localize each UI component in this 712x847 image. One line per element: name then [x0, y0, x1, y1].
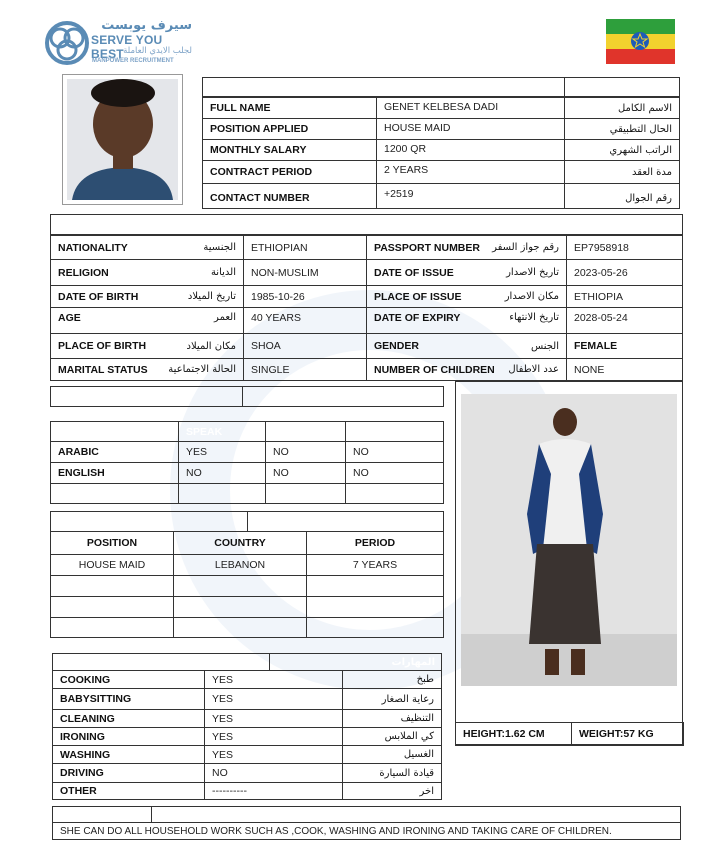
- date-of-expiry-label-en: DATE OF EXPIRY: [374, 312, 461, 324]
- skill-cooking-value: YES: [204, 670, 343, 689]
- position-applied-value: HOUSE MAID: [376, 118, 565, 140]
- monthly-salary-value: 1200 QR: [376, 139, 565, 161]
- portrait-photo: [67, 79, 178, 200]
- language-empty-cell: [50, 483, 179, 504]
- skill-cleaning-ar: التنظيف: [342, 709, 442, 728]
- skill-other-value: ----------: [204, 782, 343, 800]
- contract-period-label: CONTRACT PERIOD: [202, 160, 377, 184]
- gender-label-ar: الجنس: [530, 340, 559, 352]
- passport-number-label-en: PASSPORT NUMBER: [374, 241, 480, 254]
- work-position-column: POSITION: [50, 531, 174, 555]
- skill-cooking-ar: طبخ: [342, 670, 442, 689]
- place-of-birth-value: SHOA: [243, 333, 367, 359]
- full-name-label: FULL NAME: [202, 97, 377, 119]
- skill-washing-value: YES: [204, 745, 343, 764]
- number-of-children-value: NONE: [566, 358, 683, 381]
- skills-header: SKILLS: [52, 653, 270, 671]
- marital-status-value: SINGLE: [243, 358, 367, 381]
- education-level-value: [242, 386, 444, 407]
- language-literacy-header: LANGUAGE LITERACY: [50, 421, 179, 442]
- number-of-children-label: [366, 358, 567, 381]
- contact-number-value: +2519: [376, 183, 565, 209]
- date-of-issue-label-ar: تاريخ الاصدار: [506, 267, 559, 278]
- work-experience-header: WORK EXPERIENCE: [50, 511, 248, 532]
- arabic-write: NO: [345, 441, 444, 463]
- place-of-birth-label: [50, 333, 244, 359]
- date-of-expiry-label-ar: تاريخ الانتهاء: [509, 312, 559, 323]
- skill-cleaning-label: CLEANING: [52, 709, 205, 728]
- skill-washing-label: WASHING: [52, 745, 205, 764]
- date-of-birth-value: 1985-10-26: [243, 285, 367, 308]
- place-of-issue-value: ETHIOPIA: [566, 285, 683, 308]
- religion-label-ar: الديانة: [210, 267, 236, 278]
- full-name-label-ar: الاسم الكامل: [564, 97, 680, 119]
- company-logo: [44, 18, 194, 70]
- work-period-value: 7 YEARS: [306, 554, 444, 576]
- religion-label: [50, 259, 244, 286]
- gender-label-en: GENDER: [374, 340, 419, 352]
- place-of-issue-label: [366, 285, 567, 308]
- work-empty-cell: [50, 596, 174, 618]
- read-header: READ: [265, 421, 346, 442]
- full-name-value: GENET KELBESA DADI: [376, 97, 565, 119]
- work-empty-cell: [50, 617, 174, 638]
- number-of-children-label-en: NUMBER OF CHILDREN: [374, 363, 495, 376]
- work-empty-cell: [173, 575, 307, 597]
- age-value: 40 YEARS: [243, 307, 367, 334]
- work-period-column: PERIOD: [306, 531, 444, 555]
- place-of-issue-label-en: PLACE OF ISSUE: [374, 290, 462, 303]
- remarks-header-row: [151, 806, 681, 823]
- work-country-column: COUNTRY: [173, 531, 307, 555]
- work-empty-cell: [306, 596, 444, 618]
- skills-header-ar: المهارات: [269, 653, 442, 671]
- other-details-header: OTHER DETAILS OF APPLICANT: [50, 214, 683, 235]
- language-arabic: ARABIC: [50, 441, 179, 463]
- date-of-expiry-label: [366, 307, 567, 334]
- monthly-salary-label-ar: الراتب الشهري: [564, 139, 680, 161]
- skill-babysitting-label: BABYSITTING: [52, 688, 205, 710]
- arabic-speak: YES: [178, 441, 266, 463]
- marital-status-label-en: MARITAL STATUS: [58, 363, 148, 376]
- remarks-header: REMARKS: [52, 806, 152, 823]
- skill-washing-ar: الغسيل: [342, 745, 442, 764]
- passport-number-label: [366, 235, 567, 260]
- passport-number-value: EP7958918: [566, 235, 683, 260]
- nationality-value: ETHIOPIAN: [243, 235, 367, 260]
- work-position-value: HOUSE MAID: [50, 554, 174, 576]
- place-of-birth-label-ar: مكان الميلاد: [186, 340, 236, 352]
- place-of-issue-label-ar: مكان الاصدار: [504, 291, 559, 302]
- work-country-value: LEBANON: [173, 554, 307, 576]
- work-empty-cell: [306, 617, 444, 638]
- place-of-birth-label-en: PLACE OF BIRTH: [58, 340, 147, 352]
- work-empty-cell: [50, 575, 174, 597]
- date-of-expiry-value: 2028-05-24: [566, 307, 683, 334]
- work-empty-cell: [173, 617, 307, 638]
- company-name-en: SERVE YOU BEST: [91, 33, 163, 61]
- skill-ironing-ar: كي الملابس: [342, 727, 442, 746]
- date-of-birth-label-ar: تاريخ الميلاد: [187, 291, 236, 302]
- contract-period-value: 2 YEARS: [376, 160, 565, 184]
- date-of-birth-label: [50, 285, 244, 308]
- skill-driving-label: DRIVING: [52, 763, 205, 783]
- marital-status-label-ar: الحالة الاجتماعية: [168, 364, 236, 375]
- religion-label-en: RELIGION: [58, 266, 109, 279]
- position-applied-label: POSITION APPLIED: [202, 118, 377, 140]
- contact-number-label: CONTACT NUMBER: [202, 183, 377, 209]
- nationality-label-ar: الجنسية: [203, 242, 236, 253]
- english-write: NO: [345, 462, 444, 484]
- work-empty-cell: [173, 596, 307, 618]
- english-speak: NO: [178, 462, 266, 484]
- skill-babysitting-ar: رعاية الصغار: [342, 688, 442, 710]
- age-label: [50, 307, 244, 334]
- skill-cooking-label: COOKING: [52, 670, 205, 689]
- skill-ironing-value: YES: [204, 727, 343, 746]
- work-empty-cell: [306, 575, 444, 597]
- date-of-issue-label-en: DATE OF ISSUE: [374, 266, 454, 279]
- age-label-ar: العمر: [214, 312, 236, 323]
- religion-value: NON-MUSLIM: [243, 259, 367, 286]
- number-of-children-label-ar: عدد الاطفال: [508, 364, 559, 375]
- position-applied-label-ar: الحال التطبيقي: [564, 118, 680, 140]
- language-english: ENGLISH: [50, 462, 179, 484]
- date-of-issue-value: 2023-05-26: [566, 259, 683, 286]
- skill-babysitting-value: YES: [204, 688, 343, 710]
- full-body-photo-frame: [455, 381, 683, 745]
- contract-period-label-ar: مدة العقد: [564, 160, 680, 184]
- reference-number-text: REF :CSFE-25-2818: [575, 81, 673, 93]
- skill-driving-value: NO: [204, 763, 343, 783]
- gender-value: FEMALE: [566, 333, 683, 359]
- age-label-en: AGE: [58, 312, 81, 324]
- skill-ironing-label: IRONING: [52, 727, 205, 746]
- education-level-header: EDUCATION LEVEL: [50, 386, 243, 407]
- arabic-read: NO: [265, 441, 346, 463]
- date-of-issue-label: [366, 259, 567, 286]
- language-empty-cell: [265, 483, 346, 504]
- date-of-birth-label-en: DATE OF BIRTH: [58, 290, 139, 303]
- reference-number: [564, 77, 680, 97]
- skill-cleaning-value: YES: [204, 709, 343, 728]
- company-subtitle-ar: لجلب الايدي العاملة: [123, 46, 192, 56]
- english-read: NO: [265, 462, 346, 484]
- flag-star-emblem-icon: [630, 31, 650, 51]
- write-header: WRITE: [345, 421, 444, 442]
- skill-driving-ar: قيادة السيارة: [342, 763, 442, 783]
- gender-label: [366, 333, 567, 359]
- ethiopia-flag: [606, 19, 675, 64]
- employment-details-header: EMPLOYMENT DETAILS: [202, 77, 565, 97]
- nationality-label: [50, 235, 244, 260]
- company-name-ar: سيرف يوبست: [101, 18, 192, 33]
- skill-other-label: OTHER: [52, 782, 205, 800]
- weight-value: WEIGHT:57 KG: [571, 722, 684, 746]
- passport-number-label-ar: رقم جواز السفر: [492, 242, 559, 253]
- remarks-text: SHE CAN DO ALL HOUSEHOLD WORK SUCH AS ,COOK, WASHING AND IRONING AND TAKING CARE OF CHILDREN.: [52, 822, 681, 840]
- company-subtitle-en: MANPOWER RECRUITMENT: [92, 58, 174, 64]
- skill-other-ar: اخر: [342, 782, 442, 800]
- language-empty-cell: [345, 483, 444, 504]
- language-empty-cell: [178, 483, 266, 504]
- portrait-frame: [62, 74, 183, 205]
- marital-status-label: [50, 358, 244, 381]
- full-body-photo: [461, 394, 677, 686]
- contact-number-label-ar: رقم الجوال: [564, 183, 680, 209]
- speak-header: SPEAK: [178, 421, 266, 442]
- height-value: HEIGHT:1.62 CM: [455, 722, 572, 746]
- work-experience-header-fill: [247, 511, 444, 532]
- logo-knot-icon: [44, 20, 90, 66]
- monthly-salary-label: MONTHLY SALARY: [202, 139, 377, 161]
- nationality-label-en: NATIONALITY: [58, 241, 128, 254]
